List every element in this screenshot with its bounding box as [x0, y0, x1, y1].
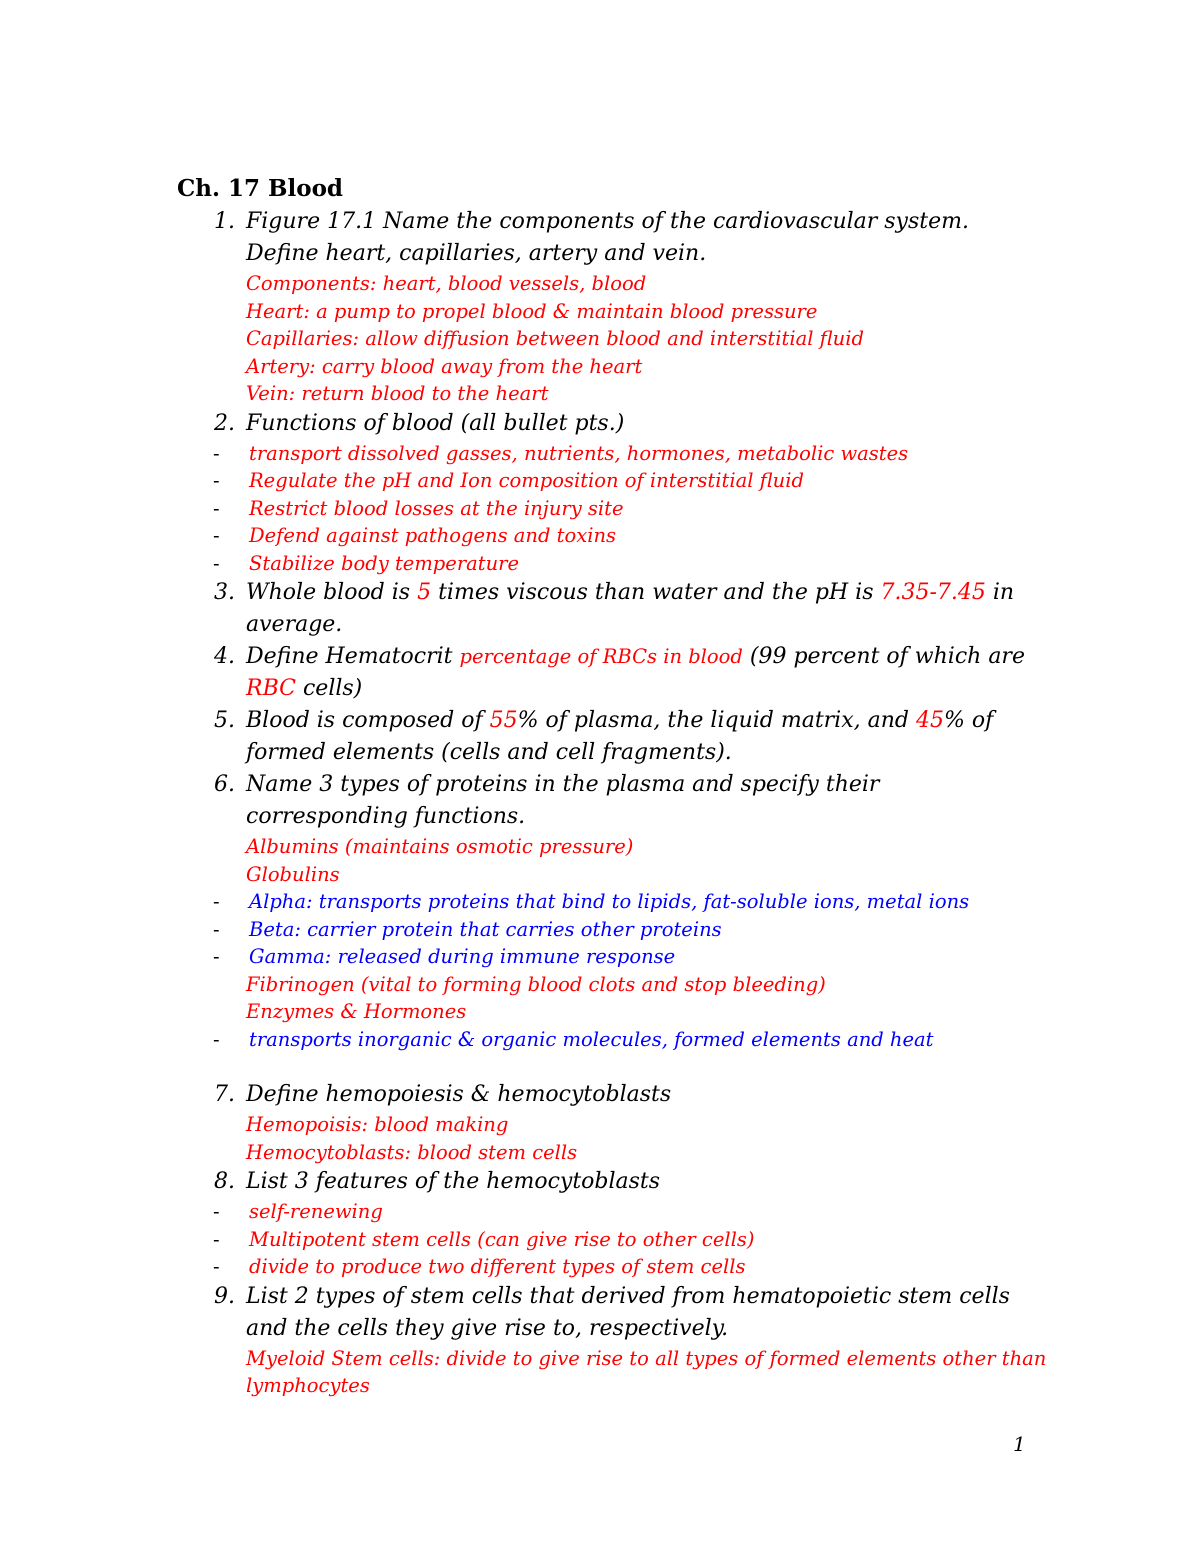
answer-value: 5 [417, 580, 432, 605]
list-item: - Restrict blood losses at the injury site [213, 496, 624, 520]
answer-line: Globulins [246, 862, 340, 886]
list-item: - transports inorganic & organic molecules, formed elements and heat [213, 1027, 934, 1051]
answer-bullet-list [177, 1198, 1057, 1281]
question-6 [177, 769, 1057, 888]
answer-line: Enzymes & Hormones [246, 1000, 467, 1023]
question-text: Define Hematocrit percentage of RBCs in blood (99 percent of which are RBC cells) [246, 644, 1025, 701]
list-item: - Regulate the pH and Ion composition of interstitial fluid [213, 469, 804, 492]
list-item: - Stabilize body temperature [213, 551, 520, 575]
answer-value: RBC [246, 676, 296, 701]
list-item: - transport dissolved gasses, nutrients, hormones, metabolic wastes [213, 441, 909, 465]
list-item: - divide to produce two different types of stem cells [213, 1255, 746, 1278]
answer-line: Heart: a pump to propel blood & maintain blood pressure [246, 299, 818, 323]
answer-bullet-list [177, 440, 1057, 578]
question-text: Name 3 types of proteins in the plasma and specify their [246, 772, 880, 797]
question-5 [177, 705, 1057, 769]
list-item: - Defend against pathogens and toxins [213, 524, 617, 547]
question-text: and the cells they give rise to, respectively. [246, 1315, 729, 1341]
list-item: - Gamma: released during immune response [213, 945, 676, 968]
answer-value: 55 [489, 708, 518, 733]
question-text: corresponding functions. [246, 804, 526, 829]
question-number: 7. [214, 1082, 235, 1107]
question-7 [177, 1079, 1057, 1166]
list-item: - self-renewing [213, 1200, 383, 1223]
page-title: Ch. 17 Blood [177, 175, 343, 202]
list-item: - Multipotent stem cells (can give rise to other cells) [213, 1227, 755, 1251]
question-number: 3. [214, 580, 235, 605]
question-number: 2. [214, 410, 235, 436]
question-8 [177, 1166, 1057, 1198]
answer-value: 45 [915, 708, 944, 733]
question-number: 4. [214, 644, 235, 669]
question-6-continued [177, 971, 1057, 1026]
question-9 [177, 1281, 1057, 1400]
question-number: 8. [214, 1169, 235, 1194]
question-2 [177, 408, 1057, 440]
answer-line: Fibrinogen (vital to forming blood clots and stop bleeding) [246, 972, 826, 996]
enzyme-list [177, 1026, 1057, 1054]
question-4 [177, 641, 1057, 705]
answer-value: 7.35-7.45 [880, 580, 986, 605]
question-number: 5. [214, 708, 235, 733]
answer-line: Components: heart, blood vessels, blood [246, 272, 647, 295]
question-1 [177, 206, 1057, 408]
question-list [177, 206, 1057, 1400]
answer-line: Hemocytoblasts: blood stem cells [246, 1140, 578, 1164]
answer-line: Vein: return blood to the heart [246, 382, 549, 405]
answer-value: percentage of RBCs in blood [459, 645, 743, 668]
question-text: List 3 features of the hemocytoblasts [246, 1169, 661, 1194]
question-number: 9. [214, 1283, 235, 1309]
question-number: 1. [214, 209, 235, 234]
question-text: Blood is composed of 55% of plasma, the liquid matrix, and 45% of formed elements (cells and cell fragments). [246, 708, 994, 765]
answer-line: Hemopoisis: blood making [246, 1113, 509, 1136]
list-item: - Beta: carrier protein that carries other proteins [213, 917, 722, 941]
spacer [177, 1053, 1057, 1079]
question-text: Figure 17.1 Name the components of the cardiovascular system. [246, 209, 969, 234]
globulin-list [177, 888, 1057, 971]
answer-line: Capillaries: allow diffusion between blood and interstitial fluid [246, 327, 864, 350]
answer-line: Artery: carry blood away from the heart [246, 354, 643, 378]
page-number: 1 [1013, 1432, 1026, 1456]
question-text: List 2 types of stem cells that derived from hematopoietic stem cells [246, 1283, 1010, 1309]
question-number: 6. [214, 772, 235, 797]
question-text: Functions of blood (all bullet pts.) [246, 410, 625, 436]
question-text: Define heart, capillaries, artery and vein. [246, 241, 707, 266]
answer-line: Albumins (maintains osmotic pressure) [246, 835, 634, 858]
question-3 [177, 577, 1057, 641]
question-text: Whole blood is 5 times viscous than water and the pH is 7.35-7.45 in average. [246, 580, 1015, 637]
list-item: - Alpha: transports proteins that bind to lipids, fat-soluble ions, metal ions [213, 890, 970, 913]
answer-line: Myeloid Stem cells: divide to give rise to all types of formed elements other than lymphocytes [246, 1346, 1047, 1397]
question-text: Define hemopoiesis & hemocytoblasts [246, 1082, 672, 1107]
